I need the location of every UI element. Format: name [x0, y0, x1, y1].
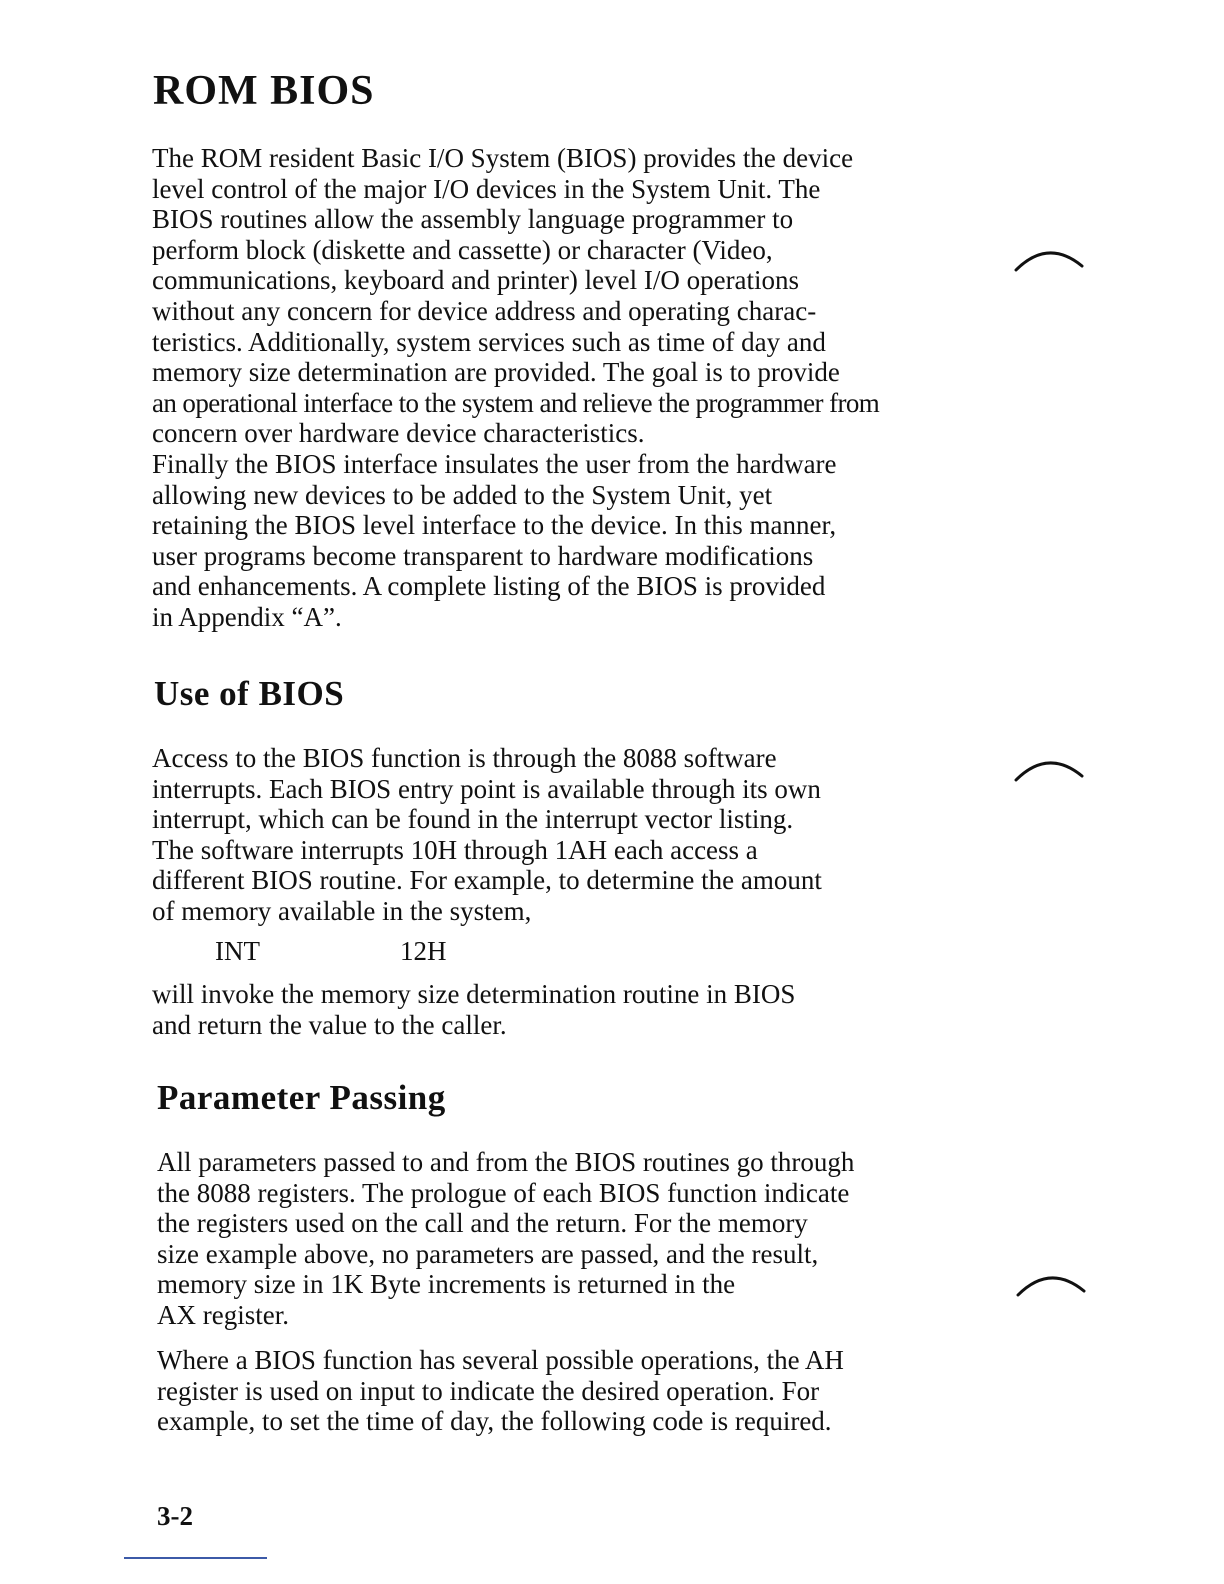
binder-hole-mark-icon: [1010, 750, 1090, 790]
text-line: different BIOS routine. For example, to determine the amount: [152, 865, 822, 896]
use-of-bios-followup: [152, 979, 795, 1040]
section-heading-use-of-bios: Use of BIOS: [154, 674, 345, 713]
text-line: AX register.: [157, 1299, 289, 1330]
text-line: will invoke the memory size determination routine in BIOS: [152, 979, 796, 1009]
text-line: in Appendix “A”.: [152, 601, 342, 632]
text-line: the registers used on the call and the return. For the memory: [157, 1208, 808, 1239]
text-line: The software interrupts 10H through 1AH each access a: [152, 834, 758, 865]
text-line: The ROM resident Basic I/O System (BIOS) provides the device: [152, 143, 854, 173]
text-line: Where a BIOS function has several possible operations, the AH: [157, 1345, 844, 1375]
page-number: 3-2: [157, 1501, 193, 1531]
parameter-passing-paragraph-2: [157, 1345, 844, 1437]
text-line: concern over hardware device characteristics.: [152, 418, 645, 449]
text-line: and enhancements. A complete listing of the BIOS is provided: [152, 571, 826, 602]
code-instruction: INT: [215, 936, 260, 966]
text-line: allowing new devices to be added to the System Unit, yet: [152, 479, 773, 510]
text-line: Access to the BIOS function is through the 8088 software: [152, 743, 777, 773]
bottom-rule: [124, 1557, 267, 1559]
text-line: communications, keyboard and printer) level I/O operations: [152, 265, 800, 296]
text-line: size example above, no parameters are passed, and the result,: [157, 1238, 819, 1269]
text-line: BIOS routines allow the assembly language programmer to: [152, 204, 794, 235]
text-line: memory size determination are provided. The goal is to provide: [152, 357, 840, 388]
text-line: example, to set the time of day, the following code is required.: [157, 1406, 832, 1437]
text-line: the 8088 registers. The prologue of each BIOS function indicate: [157, 1177, 850, 1208]
text-line: All parameters passed to and from the BIOS routines go through: [157, 1147, 855, 1177]
parameter-passing-paragraph-1: [157, 1147, 854, 1331]
use-of-bios-paragraph: [152, 743, 822, 927]
text-line: memory size in 1K Byte increments is returned in the: [157, 1269, 736, 1300]
text-line: user programs become transparent to hardware modifications: [152, 540, 814, 571]
text-line: teristics. Additionally, system services such as time of day and: [152, 326, 826, 357]
page-title: ROM BIOS: [153, 68, 375, 114]
binder-hole-mark-icon: [1012, 1265, 1092, 1305]
text-line: level control of the major I/O devices in the System Unit. The: [152, 173, 821, 204]
text-line: interrupts. Each BIOS entry point is available through its own: [152, 773, 821, 804]
text-line: perform block (diskette and cassette) or character (Video,: [152, 234, 773, 265]
text-line: register is used on input to indicate the desired operation. For: [157, 1375, 820, 1406]
text-line: and return the value to the caller.: [152, 1009, 507, 1040]
text-line: retaining the BIOS level interface to the device. In this manner,: [152, 510, 837, 541]
text-line: an operational interface to the system and relieve the programmer from: [152, 387, 880, 418]
text-line: without any concern for device address and operating charac-: [152, 295, 817, 326]
binder-hole-mark-icon: [1010, 240, 1090, 280]
code-operand: 12H: [400, 936, 447, 966]
text-line: Finally the BIOS interface insulates the user from the hardware: [152, 448, 837, 479]
intro-paragraph: [152, 143, 879, 633]
text-line: of memory available in the system,: [152, 895, 532, 926]
section-heading-parameter-passing: Parameter Passing: [157, 1078, 446, 1117]
text-line: interrupt, which can be found in the interrupt vector listing.: [152, 804, 794, 835]
